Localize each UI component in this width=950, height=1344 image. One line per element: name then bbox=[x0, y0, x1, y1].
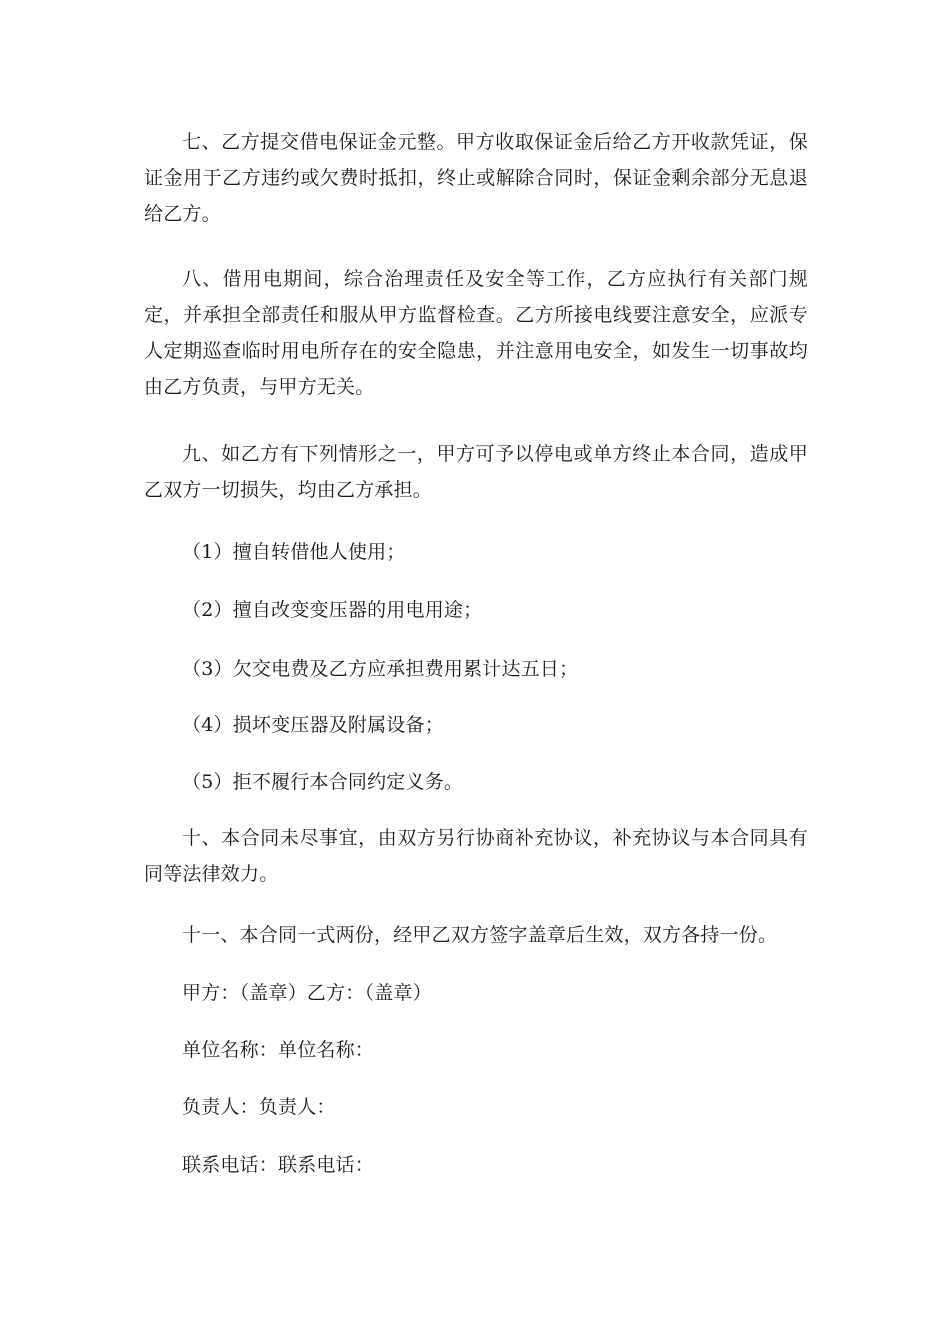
list-item: （1）擅自转借他人使用； bbox=[182, 541, 406, 563]
list-item: （2）擅自改变变压器的用电用途； bbox=[182, 599, 483, 621]
list-item: （4）损坏变压器及附属设备； bbox=[182, 714, 444, 736]
signature-phone: 联系电话：联系电话： bbox=[182, 1154, 375, 1176]
clause-eleven: 十一、本合同一式两份，经甲乙双方签字盖章后生效，双方各持一份。 bbox=[182, 924, 778, 946]
signature-unit-name: 单位名称：单位名称： bbox=[182, 1039, 375, 1061]
clause-eight: 八、借用电期间，综合治理责任及安全等工作，乙方应执行有关部门规定，并承担全部责任和服从甲方监督检查。乙方所接电线要注意安全，应派专人定期巡查临时用电所存在的安全隐患，并注意用电安全，如发生一切事故均由乙方负责，与甲方无关。 bbox=[144, 268, 808, 398]
signature-person-in-charge: 负责人：负责人： bbox=[182, 1096, 336, 1118]
clause-nine: 九、如乙方有下列情形之一，甲方可予以停电或单方终止本合同，造成甲乙双方一切损失，均由乙方承担。 bbox=[144, 443, 808, 501]
clause-seven: 七、乙方提交借电保证金元整。甲方收取保证金后给乙方开收款凭证，保证金用于乙方违约或欠费时抵扣，终止或解除合同时，保证金剩余部分无息退给乙方。 bbox=[144, 131, 808, 225]
clause-ten: 十、本合同未尽事宜，由双方另行协商补充协议，补充协议与本合同具有同等法律效力。 bbox=[144, 827, 808, 885]
list-item: （3）欠交电费及乙方应承担费用累计达五日； bbox=[182, 658, 579, 680]
list-item: （5）拒不履行本合同约定义务。 bbox=[182, 771, 464, 793]
signature-parties: 甲方：（盖章）乙方：（盖章） bbox=[182, 982, 432, 1004]
